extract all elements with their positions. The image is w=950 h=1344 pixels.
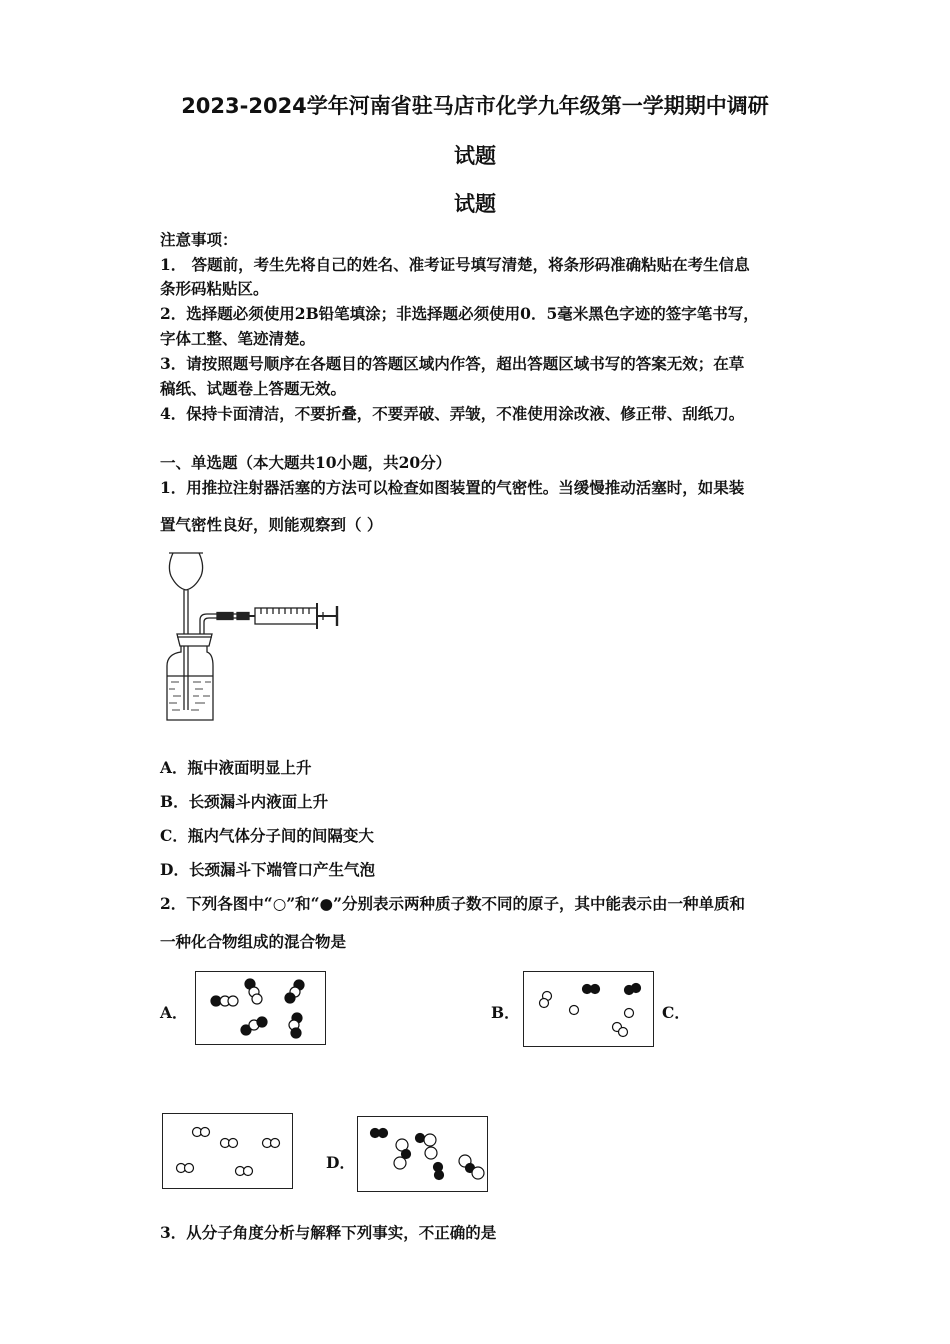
notice-line: 3．请按照题号顺序在各题目的答题区域内作答，超出答题区域书写的答案无效；在草 — [160, 354, 745, 373]
section-heading: 一、单选题（本大题共10小题，共20分） — [160, 453, 452, 472]
q1-stem: 1．用推拉注射器活塞的方法可以检查如图装置的气密性。当缓慢推动活塞时，如果装 — [160, 478, 745, 497]
q1-option-c: C．瓶内气体分子间的间隔变大 — [160, 826, 374, 845]
notice-heading: 注意事项： — [160, 230, 238, 249]
notice-line: 2．选择题必须使用2B铅笔填涂；非选择题必须使用0．5毫米黑色字迹的签字笔书写， — [160, 304, 759, 323]
notice-line: 4．保持卡面清洁，不要折叠，不要弄破、弄皱，不准使用涂改液、修正带、刮纸刀。 — [160, 404, 745, 423]
q1-option-d: D．长颈漏斗下端管口产生气泡 — [160, 860, 375, 879]
q2-label-a: A． — [160, 1003, 188, 1022]
notice-line: 稿纸、试题卷上答题无效。 — [160, 379, 347, 398]
notice-line: 字体工整、笔迹清楚。 — [160, 329, 316, 348]
q1-option-a: A．瓶中液面明显上升 — [160, 758, 312, 777]
q3-stem: 3．从分子角度分析与解释下列事实，不正确的是 — [160, 1223, 497, 1242]
q2-label-b: B． — [491, 1003, 520, 1022]
gas-tightness-apparatus-figure — [155, 548, 355, 728]
q2-label-c: C． — [662, 1003, 690, 1022]
notice-line: 条形码粘贴区。 — [160, 279, 269, 298]
q2-stem: 一种化合物组成的混合物是 — [160, 932, 347, 951]
q2-diagram-d — [357, 1116, 488, 1192]
q2-label-d: D． — [326, 1153, 355, 1172]
paper-title-line1: 2023-2024学年河南省驻马店市化学九年级第一学期期中调研 — [181, 94, 769, 118]
paper-title-line2: 试题 — [454, 144, 496, 168]
q1-stem: 置气密性良好，则能观察到（ ） — [160, 515, 383, 534]
paper-title-line3: 试题 — [454, 192, 496, 216]
q2-diagram-a — [195, 971, 326, 1045]
q2-diagram-b — [523, 971, 654, 1047]
q1-option-b: B．长颈漏斗内液面上升 — [160, 792, 329, 811]
q2-diagram-c — [162, 1113, 293, 1189]
q2-stem: 2．下列各图中“○”和“●”分别表示两种质子数不同的原子，其中能表示由一种单质和 — [160, 894, 745, 913]
notice-line: 1． 答题前，考生先将自己的姓名、准考证号填写清楚，将条形码准确粘贴在考生信息 — [160, 255, 750, 274]
